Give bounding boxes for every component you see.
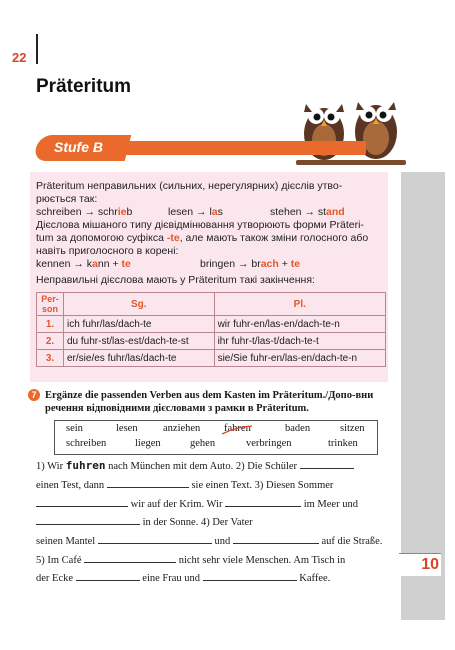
table-row xyxy=(37,350,386,367)
blank-field[interactable] xyxy=(84,553,176,563)
header-sg: Sg. xyxy=(64,293,215,316)
rule-examples-3 xyxy=(270,206,345,218)
example-schrieb: schrieb xyxy=(97,206,133,218)
blank-field[interactable] xyxy=(36,497,128,507)
table-cell: wir fuhr-en/las-en/dach-te-n xyxy=(214,316,385,333)
rule-line-6: Неправильні дієслова мають у Präteritum такі закінчення: xyxy=(36,274,315,286)
stufe-banner xyxy=(36,135,366,162)
sentence-line-4: in der Sonne. 4) Der Vater xyxy=(36,515,253,528)
blank-field[interactable] xyxy=(225,497,301,507)
table-cell: du fuhr-st/las-est/dach-te-st xyxy=(64,333,215,350)
blank-field[interactable] xyxy=(107,478,189,488)
blank-field[interactable] xyxy=(36,515,140,525)
word: verbringen xyxy=(246,438,292,449)
rule-line-4: tum за допомогою суфікса -te, але мають також зміни голосного або xyxy=(36,232,369,244)
example-las: las xyxy=(209,206,223,218)
exercise-instruction: Ergänze die passenden Verben aus dem Kasten im Präteritum./Допо-вни речення відповідними дієсловами з рамки в Präteritum. xyxy=(45,390,374,414)
example-stehen: stehen xyxy=(270,206,302,218)
blank-field[interactable] xyxy=(233,534,319,544)
table-cell: 2. xyxy=(37,333,64,350)
word: anziehen xyxy=(163,423,201,434)
blank-field[interactable] xyxy=(76,571,140,581)
rule-line-5: навіть приголосного в корені: xyxy=(36,245,179,257)
table-cell: er/sie/es fuhr/las/dach-te xyxy=(64,350,215,367)
sentence-line-5: seinen Mantel und auf die Straße. xyxy=(36,536,383,547)
rule-examples-5: bringen → brach + te xyxy=(200,258,301,270)
word: liegen xyxy=(135,438,161,449)
blank-field[interactable] xyxy=(98,534,212,544)
word: lesen xyxy=(116,423,138,434)
rule-line-3: Дієслова мішаного типу дієвідмінювання утворюють форми Präteri- xyxy=(36,219,364,231)
arrow-icon: → xyxy=(73,258,84,270)
rule-examples-4: kennen → kann + te xyxy=(36,258,131,270)
side-number: 10 xyxy=(399,553,441,576)
word: trinken xyxy=(328,438,358,449)
exercise-number: 7 xyxy=(28,389,40,401)
sentence-line-7: der Ecke eine Frau und Kaffee. xyxy=(36,573,331,584)
table-header-row xyxy=(37,293,386,316)
header-divider xyxy=(36,34,38,64)
stufe-label: Stufe B xyxy=(54,139,103,155)
conjugation-table xyxy=(36,292,386,367)
table-row xyxy=(37,333,386,350)
rule-line-1: Präteritum неправильних (сильних, нерегулярних) дієслів утво- xyxy=(36,180,343,192)
table-cell: 1. xyxy=(37,316,64,333)
blank-field[interactable] xyxy=(300,459,354,469)
example-schreiben: schreiben xyxy=(36,206,82,218)
sentence-line-1: 1) Wir fuhren nach München mit dem Auto. 2) Die Schüler xyxy=(36,459,354,472)
header-person: Per- son xyxy=(37,293,64,316)
rule-examples-1 xyxy=(36,206,132,218)
rule-examples-2 xyxy=(168,206,223,218)
sentence-line-2: einen Test, dann sie einen Text. 3) Diesen Sommer xyxy=(36,480,334,491)
blank-field[interactable] xyxy=(203,571,297,581)
page-number: 22 xyxy=(12,50,27,65)
header-pl: Pl. xyxy=(214,293,385,316)
arrow-icon: → xyxy=(196,206,207,218)
word: sein xyxy=(66,423,83,434)
table-cell: ich fuhr/las/dach-te xyxy=(64,316,215,333)
answer-handwritten: fuhren xyxy=(65,459,106,472)
arrow-icon: → xyxy=(237,258,249,270)
word: gehen xyxy=(190,438,216,449)
word: schreiben xyxy=(66,438,107,449)
example-lesen: lesen xyxy=(168,206,194,218)
sentence-line-6: 5) Im Café nicht sehr viele Menschen. Am Tisch in xyxy=(36,555,346,566)
strike-mark xyxy=(222,425,252,435)
example-stand: stand xyxy=(317,206,345,218)
sentence-line-3: wir auf der Krim. Wir im Meer und xyxy=(36,497,358,510)
word: baden xyxy=(285,423,311,434)
arrow-icon: → xyxy=(84,206,95,218)
table-cell: ihr fuhr-t/las-t/dach-te-t xyxy=(214,333,385,350)
table-cell: 3. xyxy=(37,350,64,367)
arrow-icon: → xyxy=(304,206,315,218)
word: fahren xyxy=(224,423,251,434)
rule-line-2: рюється так: xyxy=(36,193,98,205)
page-title: Präteritum xyxy=(36,76,132,97)
table-row xyxy=(37,316,386,333)
word: sitzen xyxy=(340,423,365,434)
table-cell: sie/Sie fuhr-en/las-en/dach-te-n xyxy=(214,350,385,367)
